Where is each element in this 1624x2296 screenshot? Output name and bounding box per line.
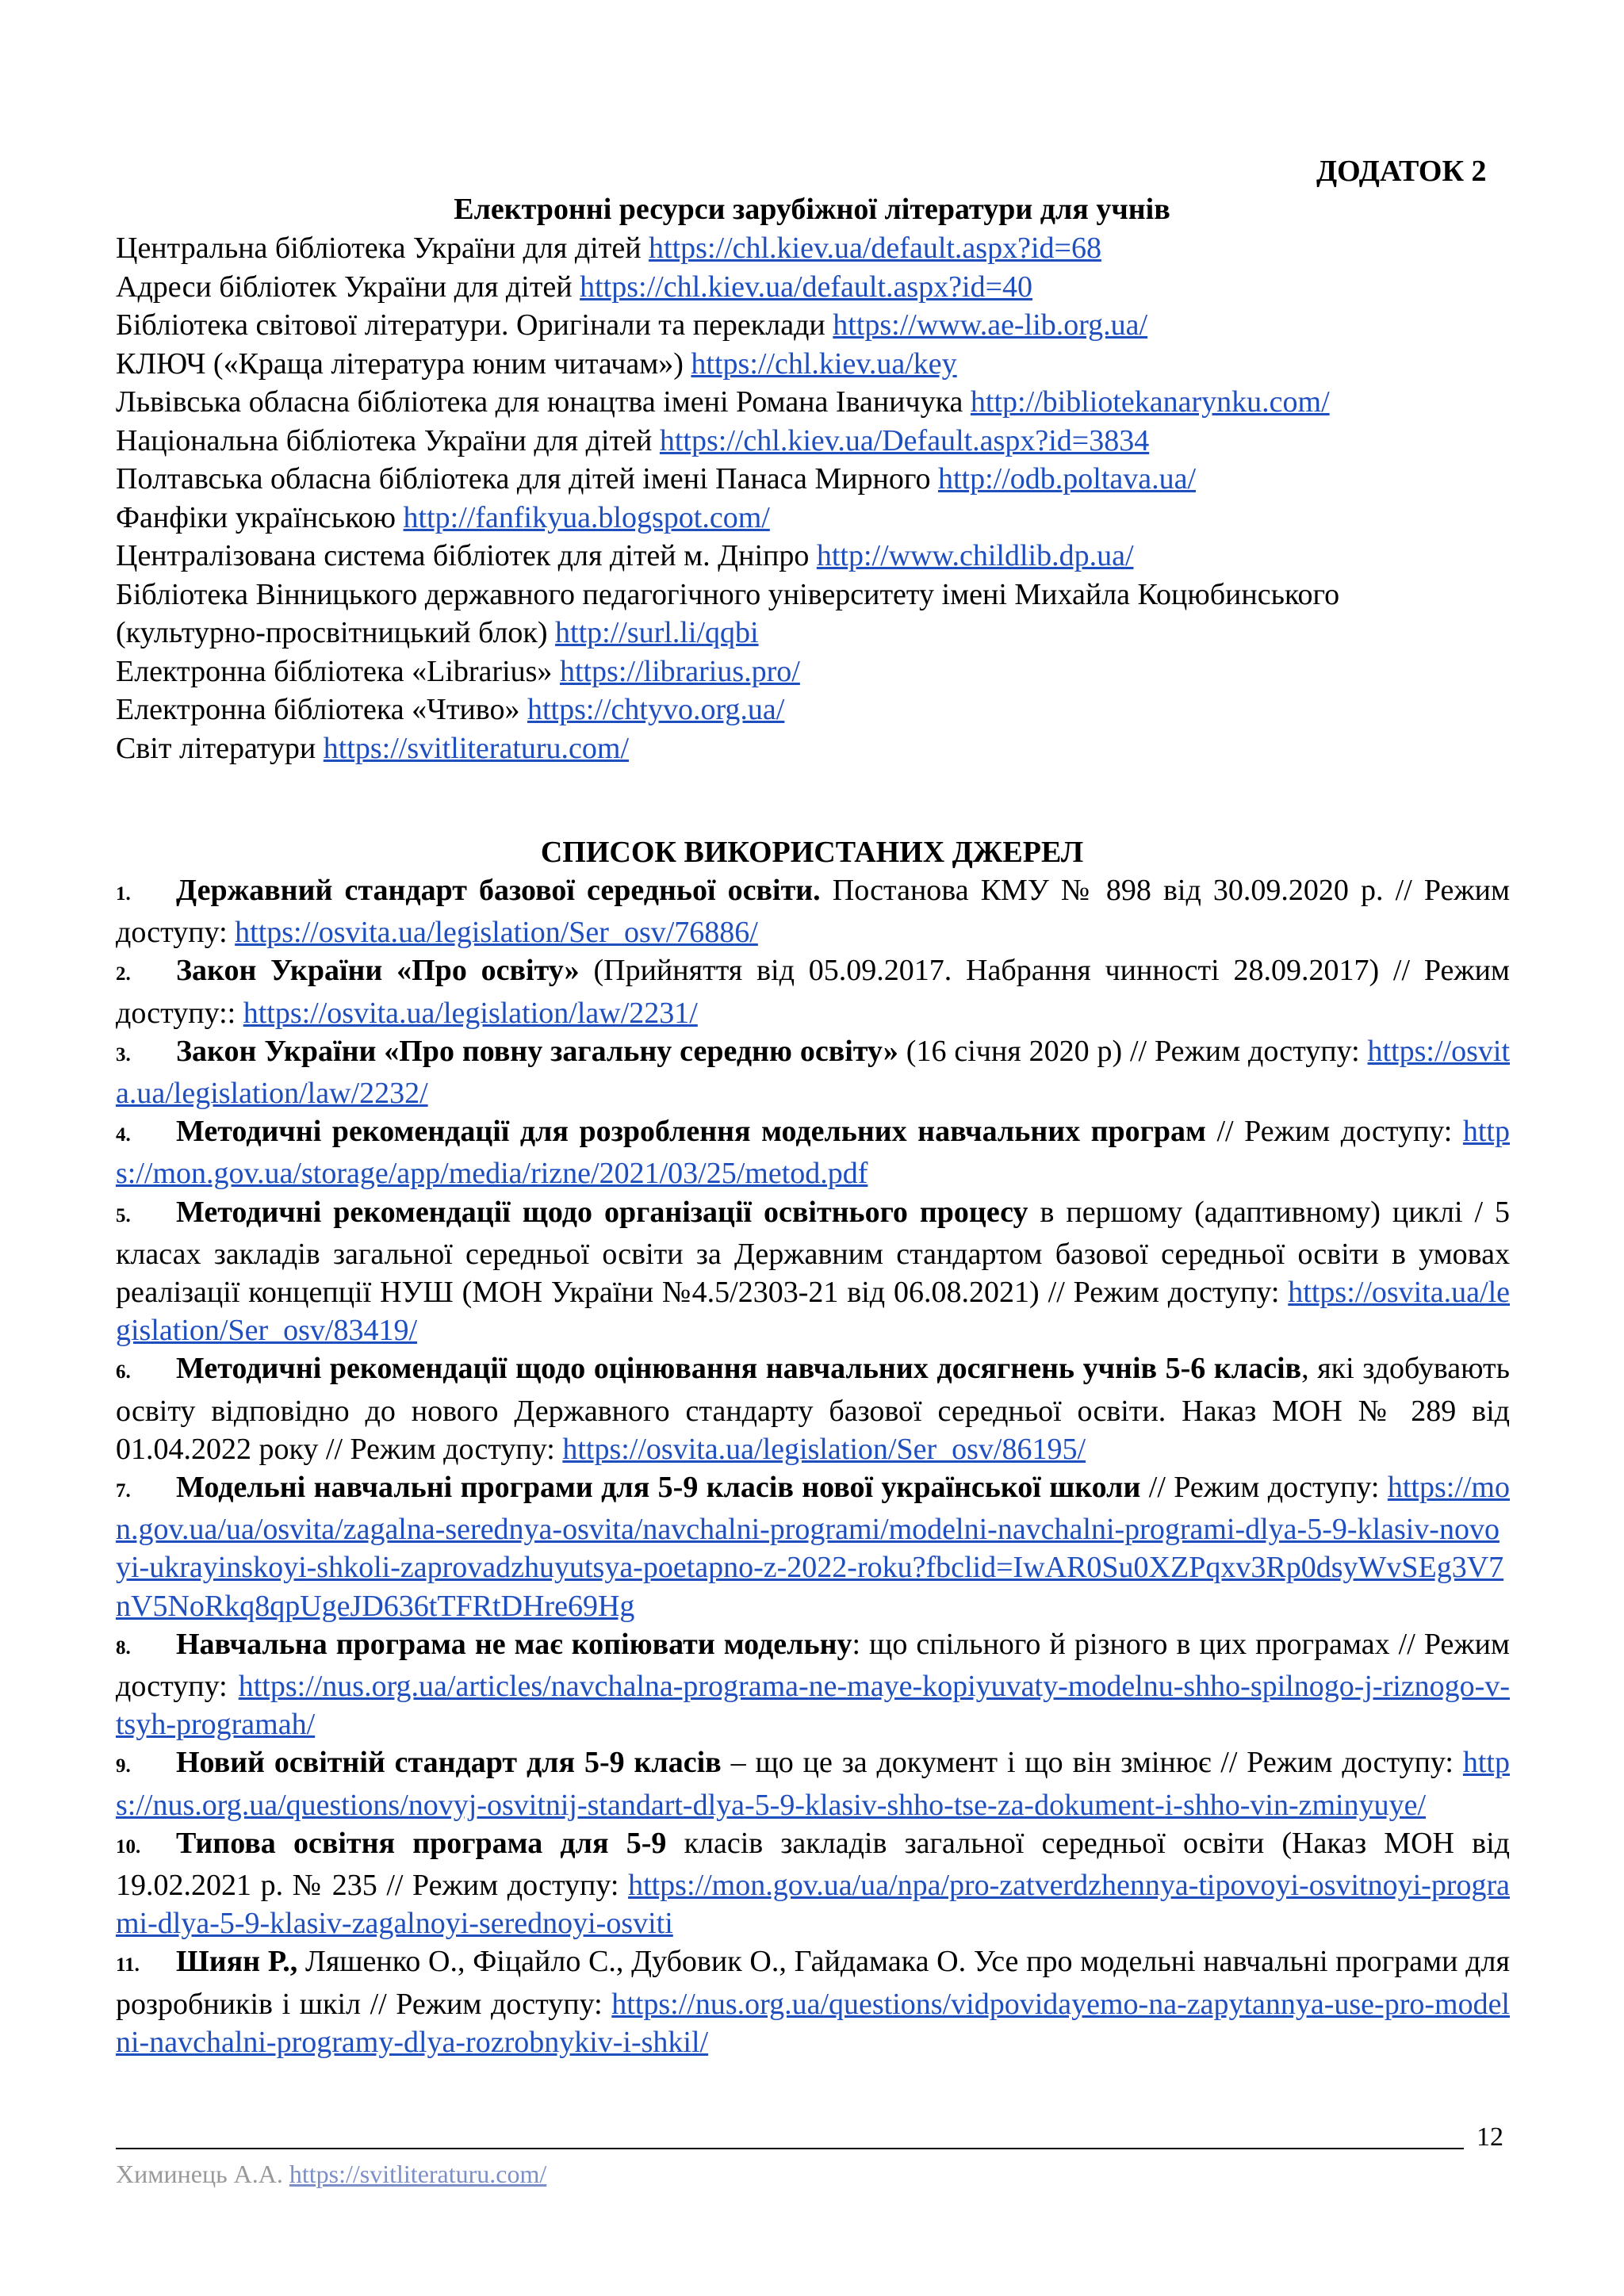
source-title: Закон України «Про повну загальну середню освіту» [176,1034,898,1068]
resource-item: Бібліотека світової літератури. Оригінали та переклади https://www.ae-lib.org.ua/ [116,308,1148,342]
page-number: 12 [1477,2122,1503,2152]
resource-link[interactable]: https://svitliteraturu.com/ [323,731,630,765]
source-title: Типова освітня програма для 5-9 [176,1826,667,1860]
source-title: Шиян Р., [176,1945,298,1979]
source-link[interactable]: https://osvita.ua/legislation/Ser_osv/76886/ [235,916,758,950]
source-link[interactable]: https://nus.org.ua/questions/vidpovidayemo-na-zapytannya-use-pro-modelni-navchalni-programy-dlya-rozrobnykiv-i-shkil/ [116,1987,1510,2059]
resource-item: Світ літератури https://svitliteraturu.com/ [116,731,630,765]
resource-link[interactable]: https://chl.kiev.ua/default.aspx?id=40 [580,270,1033,304]
source-link[interactable]: https://mon.gov.ua/ua/npa/pro-zatverdzhennya-tipovoyi-osvitnoyi-programi-dlya-5-9-klasiv-zagalnoyi-serednoyi-osviti [116,1869,1510,1941]
resource-link[interactable]: http://www.childlib.dp.ua/ [816,539,1134,572]
source-link[interactable]: https://mon.gov.ua/storage/app/media/rizne/2021/03/25/metod.pdf [116,1115,1510,1191]
resource-item: (культурно-просвітницький блок) http://surl.li/qqbi [116,616,759,649]
source-title: Методичні рекомендації щодо організації освітнього процесу [176,1195,1028,1229]
source-title: Закон України «Про освіту» [176,954,580,988]
resource-item: Централізована система бібліотек для дітей м. Дніпро http://www.childlib.dp.ua/ [116,539,1134,572]
footer [116,2155,546,2193]
source-title: Методичні рекомендації для розроблення модельних навчальних програм [176,1115,1206,1149]
resource-item: Електронна бібліотека «Чтиво» https://chtyvo.org.ua/ [116,693,785,726]
resource-link[interactable]: http://fanfikyua.blogspot.com/ [403,500,770,534]
resources-title: Електронні ресурси зарубіжної літератури для учнів [454,193,1170,226]
resource-link[interactable]: https://chl.kiev.ua/default.aspx?id=68 [649,232,1101,265]
source-item: 5. Методичні рекомендації щодо організації освітнього процесу в першому (адаптивному) циклі / 5 класах закладів загальної середньої освіти за Державним стандартом базової середньої освіти в умовах реалізації концепції НУШ (МОН України №4.5/2303-21 від 06.08.2021) // Режим доступу: https://osvita.ua/legislation/Ser_osv/83419/ [116,1195,1510,1348]
footer-author: Химинець А.А. [116,2160,289,2188]
resource-link[interactable]: http://surl.li/qqbi [555,616,759,649]
source-title: Новий освітній стандарт для 5-9 класів [176,1746,722,1780]
resource-item: Фанфіки українською http://fanfikyua.blogspot.com/ [116,500,770,534]
source-title: Державний стандарт базової середньої освіти. [176,874,821,907]
resource-item: Адреси бібліотек України для дітей https://chl.kiev.ua/default.aspx?id=40 [116,270,1033,304]
source-number: 2. [116,963,131,985]
source-number: 7. [116,1480,131,1502]
source-number: 1. [116,883,131,905]
source-title: Методичні рекомендації щодо оцінювання навчальних досягнень учнів 5-6 класів [176,1352,1302,1386]
sources-title: СПИСОК ВИКОРИСТАНИХ ДЖЕРЕЛ [540,836,1084,869]
source-number: 5. [116,1204,131,1226]
source-link[interactable]: https://osvita.ua/legislation/Ser_osv/83419/ [116,1276,1510,1348]
resource-link[interactable]: https://chl.kiev.ua/key [691,346,957,381]
resource-item: Центральна бібліотека України для дітей https://chl.kiev.ua/default.aspx?id=68 [116,232,1101,265]
source-item: 11. Шиян Р., Ляшенко О., Фіцайло С., Дубовик О., Гайдамака О. Усе про модельні навчальні програми для розробників і шкіл // Режим доступу: https://nus.org.ua/questions/vidpovidayemo-na-zapytannya-use-pro-modelni-navchalni-programy-dlya-rozrobnykiv-i-shkil/ [116,1945,1510,2059]
source-number: 3. [116,1043,131,1066]
source-item: 6. Методичні рекомендації щодо оцінювання навчальних досягнень учнів 5-6 класів, які здобувають освіту відповідно до нового Державного стандарту базової середньої освіти. Наказ МОН № 289 від 01.04.2022 року // Режим доступу: https://osvita.ua/legislation/Ser_osv/86195/ [116,1352,1510,1466]
resources-list [116,229,1511,767]
source-title: Модельні навчальні програми для 5-9 класів нової української школи [176,1471,1141,1505]
source-number: 6. [116,1361,131,1383]
source-title: Навчальна програма не має копіювати модельну [176,1627,852,1661]
resource-link[interactable]: https://www.ae-lib.org.ua/ [833,308,1148,342]
source-number: 9. [116,1755,131,1777]
source-link[interactable]: https://osvita.ua/legislation/law/2231/ [243,996,698,1030]
source-link[interactable]: https://nus.org.ua/questions/novyj-osvitnij-standart-dlya-5-9-klasiv-shho-tse-za-dokument-i-shho-vin-zminyuye/ [116,1746,1510,1822]
source-link[interactable]: https://mon.gov.ua/ua/osvita/zagalna-serednya-osvita/navchalni-programi/modelni-navchalni-programi-dlya-5-9-klasiv-novoyi-ukrayinskoyi-shkoli-zaprovadzhuyutsya-poetapno-z-2022-roku?fbclid=IwAR0Su0XZPqxv3Rp0dsyWvSEg3V7nV5NoRkq8qpUgeJD636tTFRtDHre69Hg [116,1471,1510,1623]
appendix-label: ДОДАТОК 2 [1316,155,1487,188]
footer-link[interactable]: https://svitliteraturu.com/ [289,2160,547,2188]
resource-link[interactable]: https://librarius.pro/ [559,654,800,688]
resource-item: Полтавська обласна бібліотека для дітей імені Панаса Мирного http://odb.poltava.ua/ [116,462,1197,496]
source-number: 11. [116,1954,140,1976]
source-item: 2. Закон України «Про освіту» (Прийняття від 05.09.2017. Набрання чинності 28.09.2017) // Режим доступу:: https://osvita.ua/legislation/law/2231/ [116,954,1510,1030]
source-number: 8. [116,1636,131,1659]
source-number: 4. [116,1124,131,1146]
source-item: 10. Типова освітня програма для 5-9 класів закладів загальної середньої освіти (Наказ МОН від 19.02.2021 р. № 235 // Режим доступу: https://mon.gov.ua/ua/npa/pro-zatverdzhennya-tipovoyi-osvitnoyi-programi-dlya-5-9-klasiv-zagalnoyi-serednoyi-osviti [116,1826,1510,1941]
sources-list [116,871,1510,2061]
source-item: 1. Державний стандарт базової середньої освіти. Постанова КМУ № 898 від 30.09.2020 р. // Режим доступу: https://osvita.ua/legislation/Ser_osv/76886/ [116,874,1511,950]
resource-link[interactable]: https://chtyvo.org.ua/ [527,693,785,726]
footer-divider [116,2148,1464,2149]
resource-item: Електронна бібліотека «Librarius» https://librarius.pro/ [116,654,800,688]
source-item: 9. Новий освітній стандарт для 5-9 класів – що це за документ і що він змінює // Режим доступу: https://nus.org.ua/questions/novyj-osvitnij-standart-dlya-5-9-klasiv-shho-tse-za-dokument-i-shho-vin-zminyuye/ [116,1746,1510,1822]
source-item: 7. Модельні навчальні програми для 5-9 класів нової української школи // Режим доступу: https://mon.gov.ua/ua/osvita/zagalna-serednya-osvita/navchalni-programi/modelni-navchalni-programi-dlya-5-9-klasiv-novoyi-ukrayinskoyi-shkoli-zaprovadzhuyutsya-poetapno-z-2022-roku?fbclid=IwAR0Su0XZPqxv3Rp0dsyWvSEg3V7nV5NoRkq8qpUgeJD636tTFRtDHre69Hg [116,1471,1510,1623]
source-link[interactable]: https://osvita.ua/legislation/law/2232/ [116,1034,1511,1111]
source-item: 8. Навчальна програма не має копіювати модельну: що спільного й різного в цих програмах // Режим доступу: https://nus.org.ua/articles/navchalna-programa-ne-maye-kopiyuvaty-modelnu-shho-spilnogo-j-riznogo-v-tsyh-programah/ [116,1627,1510,1742]
source-number: 10. [116,1835,141,1858]
resource-item: Львівська обласна бібліотека для юнацтва імені Романа Іваничука http://bibliotekanarynku.com/ [116,385,1330,419]
resource-link[interactable]: http://odb.poltava.ua/ [937,462,1197,496]
source-item: 4. Методичні рекомендації для розроблення модельних навчальних програм // Режим доступу: https://mon.gov.ua/storage/app/media/rizne/2021/03/25/metod.pdf [116,1115,1510,1191]
resource-item: КЛЮЧ («Краща література юним читачам») https://chl.kiev.ua/key [116,346,957,381]
resource-item: Бібліотека Вінницького державного педагогічного університету імені Михайла Коцюбинського [116,577,1340,611]
source-item: 3. Закон України «Про повну загальну середню освіту» (16 січня 2020 р) // Режим доступу: https://osvita.ua/legislation/law/2232/ [116,1034,1511,1111]
resource-item: Національна бібліотека України для дітей https://chl.kiev.ua/Default.aspx?id=3834 [116,423,1150,457]
source-link[interactable]: https://osvita.ua/legislation/Ser_osv/86195/ [562,1432,1086,1466]
resource-link[interactable]: https://chl.kiev.ua/Default.aspx?id=3834 [659,423,1150,457]
resource-link[interactable]: http://bibliotekanarynku.com/ [970,385,1330,419]
source-link[interactable]: https://nus.org.ua/articles/navchalna-programa-ne-maye-kopiyuvaty-modelnu-shho-spilnogo-j-riznogo-v-tsyh-programah/ [116,1670,1510,1742]
